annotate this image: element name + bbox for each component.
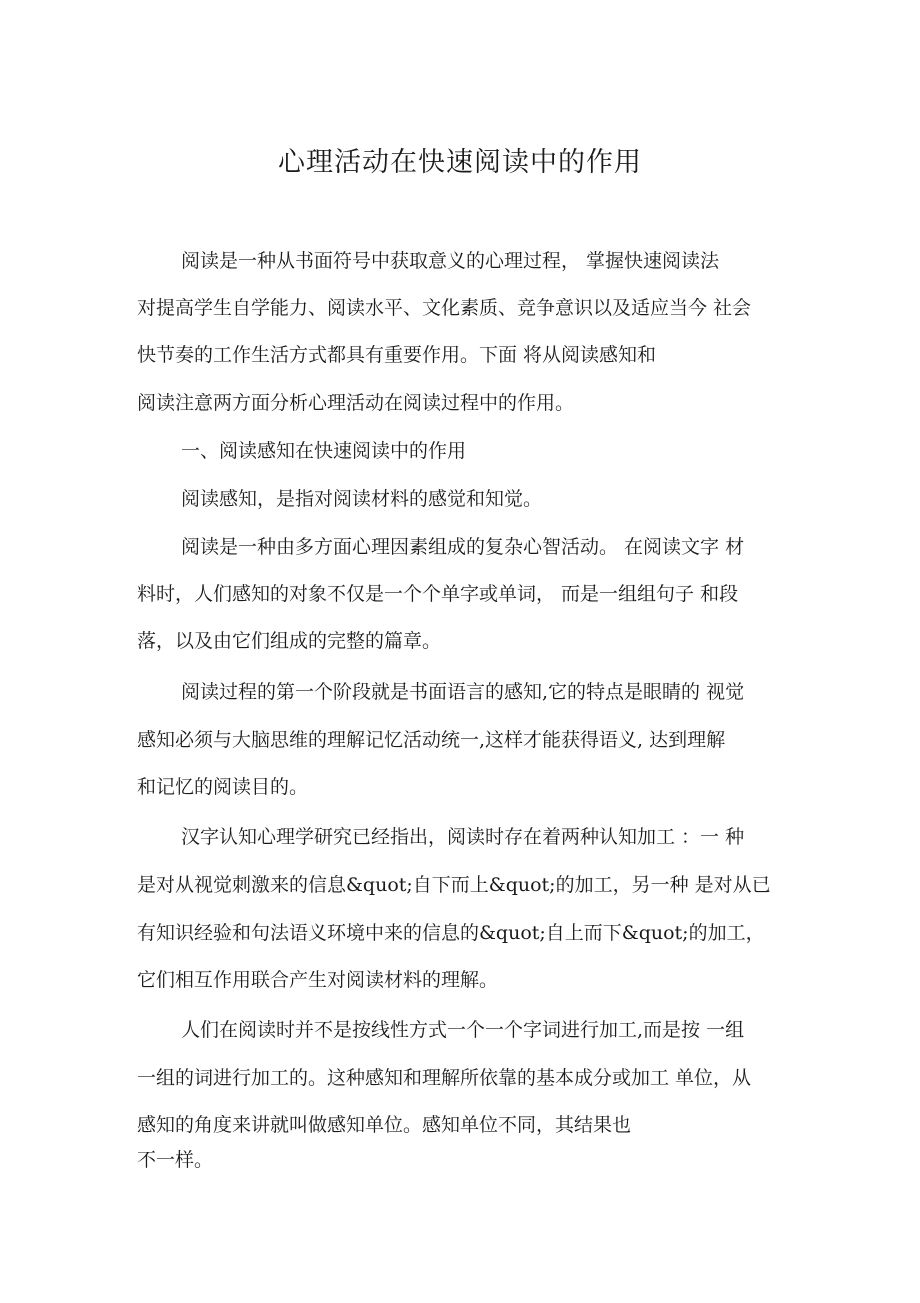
paragraph-line: 有知识经验和句法语义环境中来的信息的&quot;自上而下&quot;的加工， [137, 922, 765, 944]
paragraph-line: 阅读注意两方面分析心理活动在阅读过程中的作用。 [137, 392, 575, 414]
paragraph-line: 感知的角度来讲就叫做感知单位。感知单位不同，其结果也 [137, 1114, 632, 1136]
paragraph-line: 感知必须与大脑思维的理解记忆活动统一,这样才能获得语义, 达到理解 [137, 729, 726, 751]
paragraph-line: 阅读是一种由多方面心理因素组成的复杂心智活动。 在阅读文字 材 [181, 536, 745, 558]
paragraph-line: 对提高学生自学能力、阅读水平、文化素质、竞争意识以及适应当今 社会 [137, 297, 752, 319]
paragraph-line: 和记忆的阅读目的。 [137, 776, 309, 798]
paragraph-line: 快节奏的工作生活方式都具有重要作用。下面 将从阅读感知和 [137, 344, 657, 366]
paragraph-line: 落，以及由它们组成的完整的篇章。 [137, 630, 442, 652]
paragraph-line: 人们在阅读时并不是按线性方式一个一个字词进行加工,而是按 一组 [181, 1019, 745, 1041]
paragraph-line: 汉字认知心理学研究已经指出，阅读时存在着两种认知加工 ：一 种 [181, 826, 745, 848]
section-heading: 一、阅读感知在快速阅读中的作用 [181, 440, 467, 462]
paragraph-line: 阅读感知，是指对阅读材料的感觉和知觉。 [181, 488, 543, 510]
paragraph-line: 阅读是一种从书面符号中获取意义的心理过程， 掌握快速阅读法 [181, 250, 720, 272]
paragraph-line: 料时，人们感知的对象不仅是一个个单字或单词， 而是一组组句子 和段 [137, 583, 739, 605]
paragraph-line: 它们相互作用联合产生对阅读材料的理解。 [137, 969, 499, 991]
paragraph-line: 是对从视觉刺激来的信息&quot;自下而上&quot;的加工，另一种 是对从已 [137, 874, 771, 896]
paragraph-line: 阅读过程的第一个阶段就是书面语言的感知,它的特点是眼睛的 视觉 [181, 681, 745, 703]
paragraph-line: 不一样。 [137, 1149, 214, 1171]
paragraph-line: 一组的词进行加工的。这种感知和理解所依靠的基本成分或加工 单位，从 [137, 1067, 752, 1089]
document-title: 心理活动在快速阅读中的作用 [278, 147, 642, 178]
